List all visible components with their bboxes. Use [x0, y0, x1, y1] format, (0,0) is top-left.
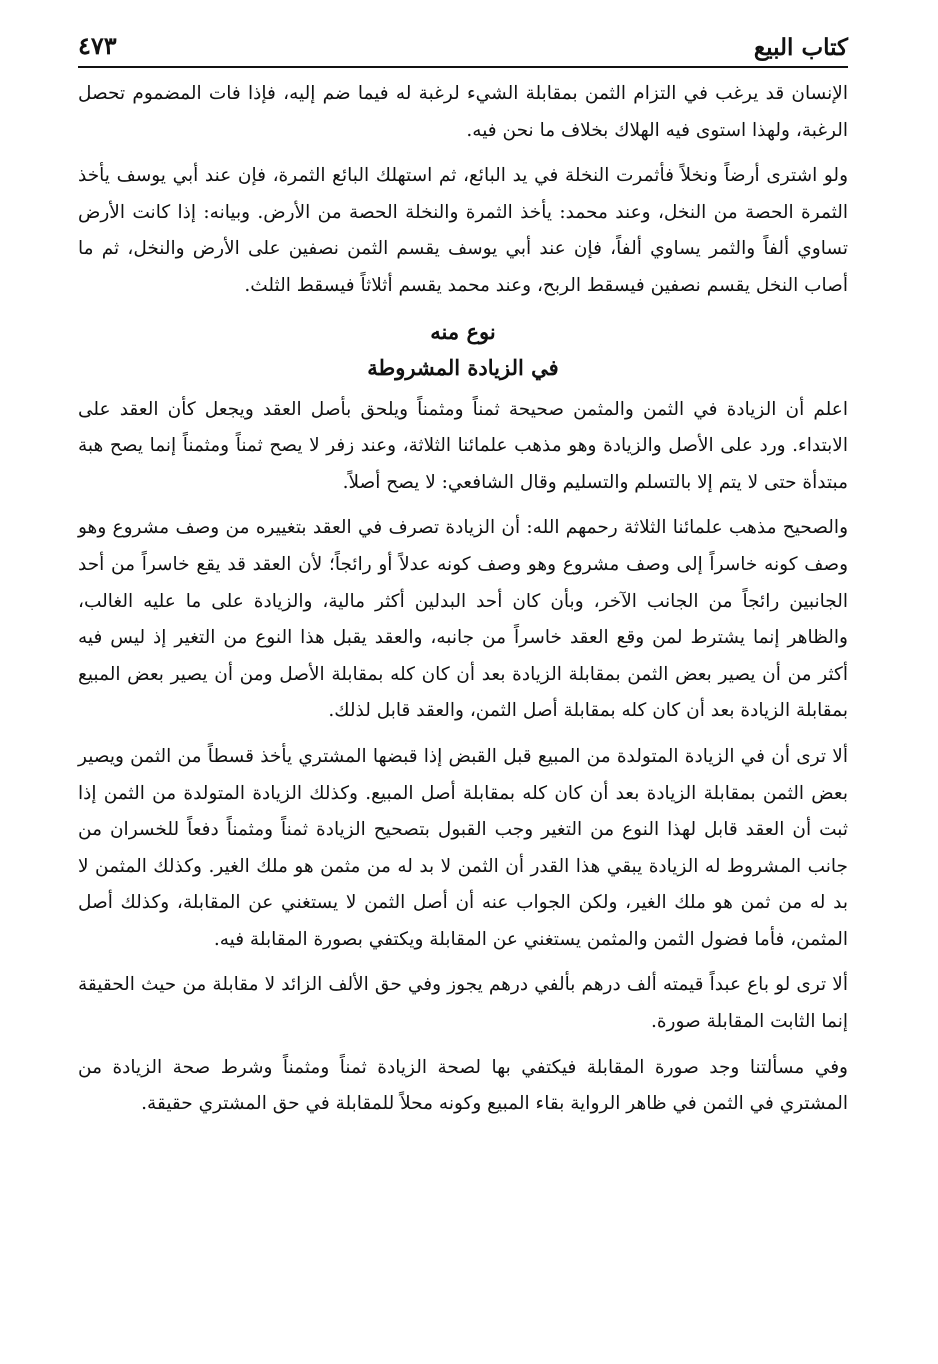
paragraph: ألا ترى أن في الزيادة المتولدة من المبيع قبل القبض إذا قبضها المشتري يأخذ قسطاً من الثمن ويصير بعض الثمن بمقابلة الزيادة بعد أن كان كله بمقابلة أصل المبيع. وكذلك الزيادة المتولدة من الثمن إذا ثبت أن العقد قابل لهذا النوع من التغير وجب القبول بتصحيح الزيادة ثمناً ومثمناً دفعاً للخسران من جانب المشروط له الزيادة يبقي هذا القدر أن الثمن لا بد له من مثمن هو ملك الغير. وكذلك المثمن لا بد له من ثمن هو ملك الغير، ولكن الجواب عنه أن أصل الثمن لا يستغني عن المقابلة، وكذلك أصل المثمن، فأما فضول الثمن والمثمن يستغني عن المقابلة ويكتفي بصورة المقابلة فيه. [78, 745, 848, 950]
book-page [78, 22, 848, 1132]
section-heading-line1: نوع منه [430, 318, 496, 344]
paragraph: والصحيح مذهب علمائنا الثلاثة رحمهم الله: أن الزيادة تصرف في العقد بتغييره من وصف مشروع وهو وصف كونه خاسراً إلى وصف مشروع وهو وصف كونه عدلاً أو رائجاً؛ لأن العقد قد يقع خاسراً من أحد الجانبين رائجاً من الجانب الآخر، وبأن كان أحد البدلين أكثر مالية، والزيادة على ما عليه الغالب، والظاهر إنما يشترط لمن وقع العقد خاسراً من جانبه، والعقد يقبل هذا النوع من التغير إذ ليس فيه أكثر من أن يصير بعض الثمن بمقابلة الزيادة بعد أن كان كله بمقابلة الأصل ومن أن يصير بعض المبيع بمقابلة الزيادة بعد أن كان كله بمقابلة أصل الثمن، والعقد قابل لذلك. [78, 517, 848, 722]
paragraph: وفي مسألتنا وجد صورة المقابلة فيكتفي بها لصحة الزيادة ثمناً ومثمناً وشرط صحة الزيادة من المشتري في الثمن في ظاهر الرواية بقاء المبيع وكونه محلاً للمقابلة في حق المشتري حقيقة. [78, 1056, 848, 1115]
paragraph: اعلم أن الزيادة في الثمن والمثمن صحيحة ثمناً ومثمناً ويلحق بأصل العقد ويجعل كأن العقد على الابتداء. ورد على الأصل والزيادة وهو مذهب علمائنا الثلاثة، وعند زفر لا يصح ثمناً ومثمناً إنما يصح هبة مبتدأة حتى لا يتم إلا بالتسلم والتسليم وقال الشافعي: لا يصح أصلاً. [78, 398, 848, 493]
paragraph: الإنسان قد يرغب في التزام الثمن بمقابلة الشيء لرغبة له فيما ضم إليه، فإذا فات المضموم تحصل الرغبة، ولهذا استوى فيه الهلاك بخلاف ما نحن فيه. [78, 83, 848, 141]
section-heading-line2: في الزيادة المشروطة [367, 354, 559, 380]
page-body [78, 76, 848, 1123]
running-title: كتاب البيع [753, 34, 848, 61]
paragraph: ألا ترى لو باع عبداً قيمته ألف درهم بألفي درهم يجوز وفي حق الألف الزائد لا مقابلة من حيث الحقيقة إنما الثابت المقابلة صورة. [78, 974, 848, 1033]
page-number: ٤٧٣ [78, 31, 117, 60]
page-header [78, 22, 848, 68]
section-heading [78, 314, 848, 386]
paragraph: ولو اشترى أرضاً ونخلاً فأثمرت النخلة في يد البائع، ثم استهلك البائع الثمرة، فإن عند أبي يوسف يأخذ الثمرة الحصة من النخل، وعند محمد: يأخذ الثمرة والنخلة الحصة من الأرض. وبيانه: إذا كانت الأرض تساوي ألفاً والثمر يساوي ألفاً، فإن عند أبي يوسف يقسم الثمن نصفين على الأرض والنخل، ثم ما أصاب النخل يقسم نصفين فيسقط الربح، وعند محمد يقسم أثلاثاً فيسقط الثلث. [78, 165, 848, 296]
